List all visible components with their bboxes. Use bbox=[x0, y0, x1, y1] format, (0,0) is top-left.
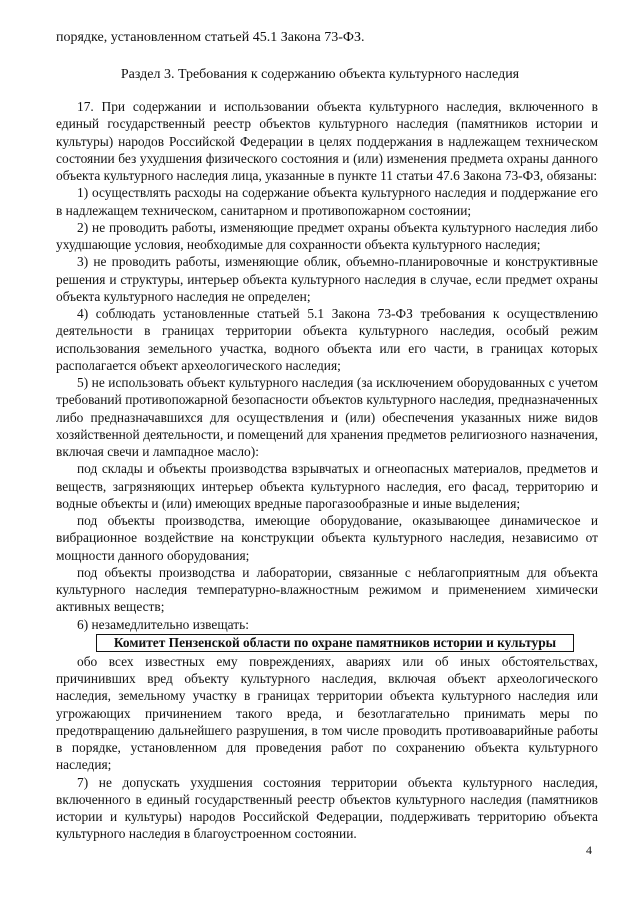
paragraph-laboratories: под объекты производства и лаборатории, связанные с неблагоприятным для объекта культурного наследия температурно-влажностным режимом и применением химически активных веществ; bbox=[56, 564, 598, 615]
paragraph-warehouses: под склады и объекты производства взрывчатых и огнеопасных материалов, предметов и веществ, загрязняющих интерьер объекта культурного наследия, его фасад, территорию и водные объекты и (или) имеющих вредные парогазообразные и иные выделения; bbox=[56, 461, 598, 511]
committee-stamp-box: Комитет Пензенской области по охране памятников истории и культуры bbox=[96, 634, 574, 652]
section-title: Раздел 3. Требования к содержанию объекта культурного наследия bbox=[120, 67, 520, 82]
paragraph-notify-damage: обо всех известных ему повреждениях, авариях или об иных обстоятельствах, причинивших вред объекту культурного наследия, включая объект археологического наследия, земельному участку в границах территории объекта культурного наследия или угрожающих причинением такого вреда, и безотлагательно принимать меры по предотвращению дальнейшего разрушения, в том числе проводить противоаварийные работы в порядке, установленном для проведения работ по сохранению объекта культурного наследия; bbox=[56, 653, 598, 773]
paragraph-item-3: 3) не проводить работы, изменяющие облик, объемно-планировочные и конструктивные решения и структуры, интерьер объекта культурного наследия в случае, если предмет охраны объекта культурного наследия не определен; bbox=[56, 254, 598, 304]
paragraph-item-2: 2) не проводить работы, изменяющие предмет охраны объекта культурного наследия либо ухудшающие условия, необходимые для сохранности объекта культурного наследия; bbox=[56, 219, 598, 252]
paragraph-item-4: 4) соблюдать установленные статьей 5.1 Закона 73-ФЗ требования к осуществлению деятельности в границах территории объекта культурного наследия, особый режим использования земельного участка, водного объекта или его части, в границах которых располагается объект археологического наследия; bbox=[56, 306, 598, 373]
paragraph-17-intro: 17. При содержании и использовании объекта культурного наследия, включенного в единый государственный реестр объектов культурного наследия (памятников истории и культуры) народов Российской Федерации в целях поддержания в надлежащем техническом состоянии без ухудшения физического состояния и (или) изменения предмета охраны данного объекта культурного наследия лица, указанные в пункте 11 статьи 47.6 Закона 73-ФЗ, обязаны: bbox=[56, 99, 598, 183]
paragraph-item-7: 7) не допускать ухудшения состояния территории объекта культурного наследия, включенного в единый государственный реестр объектов культурного наследия (памятников истории и культуры) народов Российской Федерации, поддерживать территорию объекта культурного наследия в благоустроенном состоянии. bbox=[56, 774, 598, 842]
paragraph-production: под объекты производства, имеющие оборудование, оказывающее динамическое и вибрационное воздействие на конструкции объекта культурного наследия, независимо от мощности данного оборудования; bbox=[56, 513, 598, 563]
page-number: 4 bbox=[586, 843, 592, 857]
paragraph-item-1: 1) осуществлять расходы на содержание объекта культурного наследия и поддержание его в надлежащем техническом, санитарном и противопожарном состоянии; bbox=[56, 185, 598, 218]
paragraph-item-6: 6) незамедлительно извещать: bbox=[77, 616, 249, 632]
paragraph-item-5: 5) не использовать объект культурного наследия (за исключением оборудованных с учетом требований противопожарной безопасности объектов культурного наследия, предназначенных либо предназначавшихся для осуществления и (или) обеспечения указанных ниже видов хозяйственной деятельности, и помещений для хранения предметов религиозного назначения, включая свечи и лампадное масло): bbox=[56, 375, 598, 459]
body-text bbox=[56, 98, 598, 843]
continuation-line: порядке, установленном статьей 45.1 Закона 73-ФЗ. bbox=[56, 30, 365, 45]
